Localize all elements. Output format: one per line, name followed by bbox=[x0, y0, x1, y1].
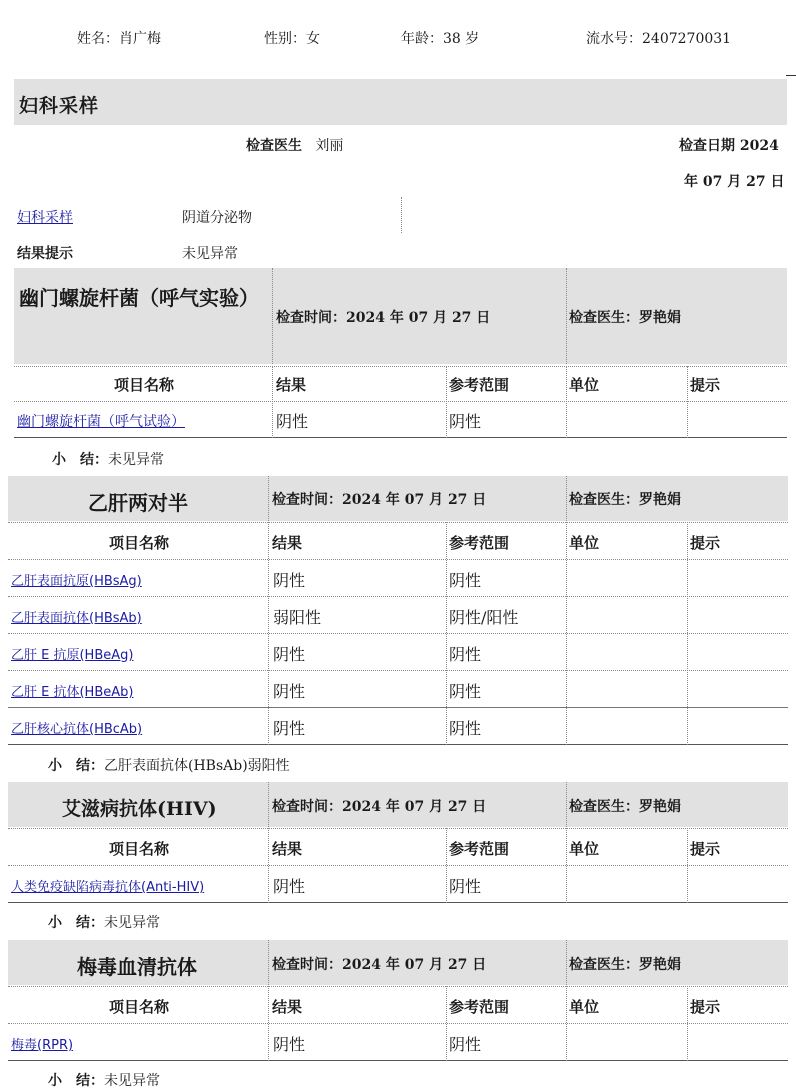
col-name: 项目名称 bbox=[114, 376, 175, 394]
table-row-name[interactable]: 乙肝核心抗体(HBcAb) bbox=[11, 722, 143, 737]
col-range: 参考范围 bbox=[449, 534, 510, 552]
section-time: 检查时间：2024 年 07 月 27 日 bbox=[272, 957, 487, 973]
table-divider-vertical bbox=[687, 986, 688, 1061]
table-row-name[interactable]: 乙肝表面抗原(HBsAg) bbox=[11, 574, 142, 589]
summary-label: 小 结： bbox=[52, 452, 108, 468]
col-unit: 单位 bbox=[569, 840, 600, 858]
table-divider-vertical bbox=[566, 782, 567, 827]
gyn-date-label: 检查日期 2024 bbox=[679, 138, 779, 154]
section-summary bbox=[48, 912, 160, 932]
table-divider-vertical bbox=[566, 940, 567, 985]
table-divider-vertical bbox=[268, 476, 269, 521]
table-divider-vertical bbox=[268, 940, 269, 985]
table-divider-horizontal bbox=[8, 522, 788, 523]
section-doctor: 检查医生：罗艳娟 bbox=[569, 957, 681, 973]
col-result: 结果 bbox=[272, 998, 303, 1016]
table-row-result: 阴性 bbox=[273, 877, 306, 896]
table-row-range: 阴性 bbox=[449, 1035, 482, 1054]
patient-serial: 流水号：2407270031 bbox=[586, 31, 732, 47]
table-row-result: 阴性 bbox=[273, 645, 306, 664]
col-range: 参考范围 bbox=[449, 840, 510, 858]
hp-header-divider-1 bbox=[272, 268, 273, 364]
summary-label: 小 结： bbox=[48, 915, 104, 931]
col-unit: 单位 bbox=[569, 998, 600, 1016]
gyn-item-link[interactable]: 妇科采样 bbox=[17, 210, 73, 226]
table-divider-vertical bbox=[566, 476, 567, 521]
table-divider-horizontal bbox=[14, 401, 787, 402]
table-row-range: 阴性 bbox=[449, 719, 482, 738]
gyn-result-value: 未见异常 bbox=[182, 246, 238, 262]
table-divider-vertical bbox=[446, 828, 447, 903]
col-result: 结果 bbox=[272, 840, 303, 858]
table-row-range: 阴性 bbox=[449, 645, 482, 664]
table-divider-vertical bbox=[687, 828, 688, 903]
table-row-result: 阴性 bbox=[273, 1035, 306, 1054]
table-row-range: 阴性 bbox=[449, 571, 482, 590]
table-divider-vertical bbox=[268, 828, 269, 903]
edge-mark bbox=[786, 75, 796, 76]
col-name: 项目名称 bbox=[109, 840, 170, 858]
table-divider-vertical bbox=[566, 522, 567, 745]
table-row-result: 阴性 bbox=[276, 412, 309, 431]
summary-value: 未见异常 bbox=[104, 1073, 160, 1089]
section-doctor: 检查医生：罗艳娟 bbox=[569, 799, 681, 815]
gyn-date-rest: 年 07 月 27 日 bbox=[684, 174, 785, 190]
table-divider-vertical bbox=[566, 366, 567, 438]
section-time: 检查时间：2024 年 07 月 27 日 bbox=[272, 799, 487, 815]
table-divider-vertical bbox=[687, 522, 688, 745]
table-row-result: 弱阳性 bbox=[273, 608, 322, 627]
gyn-title-band bbox=[14, 79, 787, 125]
gyn-doctor-label: 检查医生 bbox=[246, 138, 302, 154]
table-row-result: 阴性 bbox=[273, 719, 306, 738]
gyn-result-label: 结果提示 bbox=[17, 246, 73, 262]
table-row-name[interactable]: 乙肝表面抗体(HBsAb) bbox=[11, 611, 142, 626]
summary-value: 乙肝表面抗体(HBsAb)弱阳性 bbox=[104, 758, 290, 774]
summary-value: 未见异常 bbox=[104, 915, 160, 931]
table-divider-horizontal bbox=[14, 366, 787, 367]
table-divider-vertical bbox=[687, 366, 688, 438]
section-time: 检查时间：2024 年 07 月 27 日 bbox=[272, 492, 487, 508]
hp-header-divider-2 bbox=[566, 268, 567, 364]
col-result: 结果 bbox=[272, 534, 303, 552]
table-divider-horizontal bbox=[8, 902, 788, 903]
section-summary bbox=[48, 755, 290, 775]
table-divider-vertical bbox=[446, 986, 447, 1061]
table-row-range: 阴性 bbox=[449, 412, 482, 431]
table-row-name[interactable]: 幽门螺旋杆菌（呼气试验） bbox=[17, 414, 185, 430]
table-divider-horizontal bbox=[8, 633, 788, 634]
table-row-name[interactable]: 梅毒(RPR) bbox=[11, 1038, 74, 1053]
table-divider-vertical bbox=[446, 522, 447, 745]
col-hint: 提示 bbox=[690, 376, 721, 394]
section-time: 检查时间：2024 年 07 月 27 日 bbox=[276, 310, 491, 326]
table-divider-horizontal bbox=[8, 559, 788, 560]
table-row-range: 阴性 bbox=[449, 682, 482, 701]
table-divider-vertical bbox=[268, 782, 269, 827]
table-row-name[interactable]: 人类免疫缺陷病毒抗体(Anti-HIV) bbox=[11, 880, 205, 895]
col-unit: 单位 bbox=[569, 534, 600, 552]
gyn-doctor bbox=[246, 135, 343, 155]
col-hint: 提示 bbox=[690, 534, 721, 552]
summary-label: 小 结： bbox=[48, 758, 104, 774]
table-divider-horizontal bbox=[8, 670, 788, 671]
col-hint: 提示 bbox=[690, 998, 721, 1016]
col-result: 结果 bbox=[276, 376, 307, 394]
table-divider-horizontal bbox=[8, 986, 788, 987]
section-title: 乙肝两对半 bbox=[88, 491, 188, 515]
col-range: 参考范围 bbox=[449, 998, 510, 1016]
summary-value: 未见异常 bbox=[108, 452, 164, 468]
col-hint: 提示 bbox=[690, 840, 721, 858]
table-divider-horizontal bbox=[8, 828, 788, 829]
section-title: 幽门螺旋杆菌（呼气实验） bbox=[19, 286, 259, 310]
table-divider-horizontal bbox=[8, 865, 788, 866]
gyn-item-value: 阴道分泌物 bbox=[182, 210, 252, 226]
gyn-divider bbox=[401, 197, 402, 233]
table-divider-horizontal bbox=[14, 437, 787, 438]
table-divider-horizontal bbox=[8, 1023, 788, 1024]
section-doctor: 检查医生：罗艳娟 bbox=[569, 492, 681, 508]
gyn-doctor-value: 刘丽 bbox=[315, 138, 344, 154]
section-title: 艾滋病抗体(HIV) bbox=[62, 798, 217, 820]
table-divider-horizontal bbox=[8, 707, 788, 708]
patient-gender: 性别：女 bbox=[264, 31, 320, 47]
col-range: 参考范围 bbox=[449, 376, 510, 394]
section-summary bbox=[52, 449, 164, 469]
table-row-name[interactable]: 乙肝 E 抗体(HBeAb) bbox=[11, 685, 134, 700]
summary-label: 小 结： bbox=[48, 1073, 104, 1089]
patient-age: 年龄：38 岁 bbox=[401, 31, 480, 47]
patient-name: 姓名：肖广梅 bbox=[77, 31, 161, 47]
table-row-result: 阴性 bbox=[273, 571, 306, 590]
section-title: 梅毒血清抗体 bbox=[77, 955, 197, 979]
table-divider-vertical bbox=[272, 366, 273, 438]
table-divider-vertical bbox=[446, 366, 447, 438]
col-name: 项目名称 bbox=[109, 998, 170, 1016]
table-divider-horizontal bbox=[8, 1060, 788, 1061]
section-doctor: 检查医生：罗艳娟 bbox=[569, 310, 681, 326]
table-divider-vertical bbox=[268, 522, 269, 745]
section-summary bbox=[48, 1070, 160, 1090]
table-divider-vertical bbox=[268, 986, 269, 1061]
gyn-title: 妇科采样 bbox=[19, 95, 100, 117]
table-divider-horizontal bbox=[8, 744, 788, 745]
table-row-range: 阴性/阳性 bbox=[449, 608, 519, 627]
col-name: 项目名称 bbox=[109, 534, 170, 552]
table-row-name[interactable]: 乙肝 E 抗原(HBeAg) bbox=[11, 648, 134, 663]
table-row-range: 阴性 bbox=[449, 877, 482, 896]
table-divider-vertical bbox=[566, 828, 567, 903]
table-row-result: 阴性 bbox=[273, 682, 306, 701]
col-unit: 单位 bbox=[569, 376, 600, 394]
table-divider-vertical bbox=[566, 986, 567, 1061]
table-divider-horizontal bbox=[8, 596, 788, 597]
